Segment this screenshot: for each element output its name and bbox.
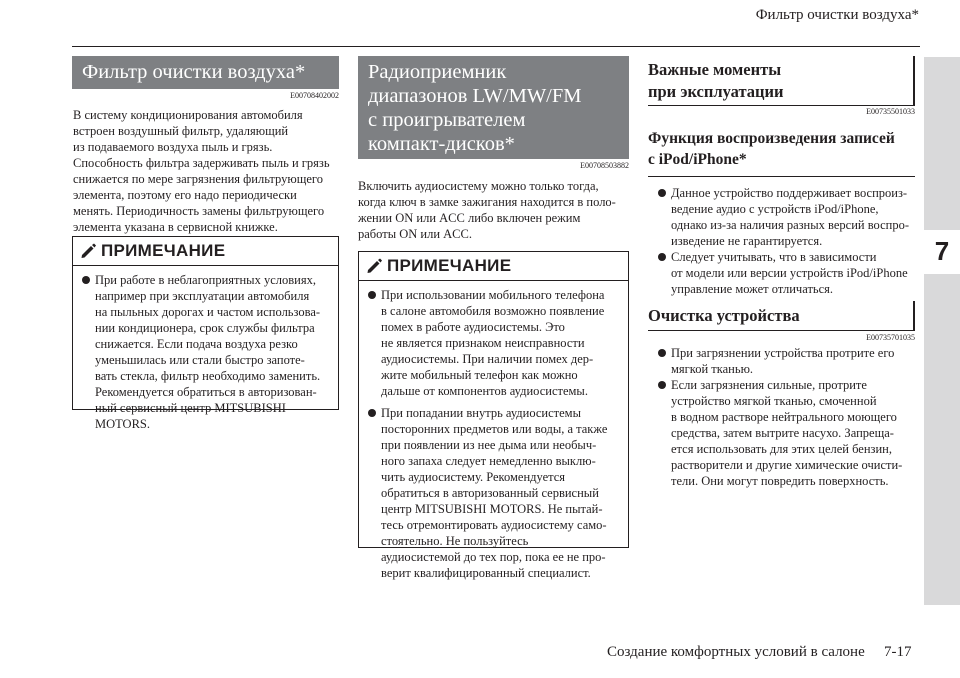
section-heading-cleaning: Очистка устройства — [648, 301, 915, 331]
note-box — [72, 236, 339, 431]
list-item: Данное устройство поддерживает воспроиз- ведение аудио с устройств iPod/iPhone, однако из-за наличия разных версий воспро- изведение не гарантируется. — [657, 185, 920, 249]
note-item: При использовании мобильного телефона в салоне автомобиля возможно появление помех в работе аудиосистемы. Это не является признаком неисправности аудиосистемы. При наличии помех дер- жите мобильный телефон как можно дальше от компонентов аудиосистемы. — [367, 287, 622, 399]
note-box — [358, 251, 629, 580]
list-item: Если загрязнения сильные, протрите устройство мягкой тканью, смоченной в водном растворе нейтрального моющего средства, затем вытрите насухо. Запреща- ется использовать для этих целей бензин, растворители и другие химические очисти- тели. Они могут повредить поверхность. — [657, 377, 920, 489]
page-number: 7-17 — [884, 644, 912, 660]
section-code: E00708402002 — [290, 91, 339, 100]
footer-section-title: Создание комфортных условий в салоне — [607, 644, 865, 660]
note-label: ПРИМЕЧАНИЕ — [101, 241, 226, 260]
pencil-icon — [365, 257, 383, 275]
section-heading-important: Важные моменты при эксплуатации — [648, 56, 915, 106]
note-header — [73, 237, 338, 266]
cleaning-list — [657, 345, 920, 489]
running-header-title: Фильтр очистки воздуха* — [755, 7, 919, 23]
note-item: При работе в неблагоприятных условиях, например при эксплуатации автомобиля на пыльных дорогах и частом использова- нии кондиционера, срок службы фильтра снижается. Если подача воздуха резко уменьшилась или стали быстро запоте- вать стекла, фильтр необходимо заменить. Рекомендуется обратиться в авторизован- ный сервисный центр MITSUBISHI MOTORS. — [81, 272, 332, 432]
subheading-ipod: Функция воспроизведения записей с iPod/iPhone* — [648, 128, 915, 177]
header-rule — [72, 46, 920, 47]
radio-paragraph: Включить аудиосистему можно только тогда, когда ключ в замке зажигания находится в поло- жении ON или ACC либо включен режим работы ON или ACC. — [358, 179, 616, 241]
note-label: ПРИМЕЧАНИЕ — [387, 256, 512, 275]
section-code: E00708503882 — [580, 161, 629, 170]
pencil-icon — [79, 242, 97, 260]
section-code: E00735701035 — [866, 333, 915, 342]
chapter-number: 7 — [934, 236, 950, 266]
note-header — [359, 252, 628, 281]
section-heading-air-filter: Фильтр очистки воздуха* — [72, 56, 339, 89]
note-item: При попадании внутрь аудиосистемы посторонних предметов или воды, а также при появлении из нее дыма или необыч- ного запаха следует немедленно выклю- чить аудиосистему. Рекомендуется обратиться в авторизованный сервисный центр MITSUBISHI MOTORS. Не пытай- тесь отремонтировать аудиосистему само- стоятельно. Не пользуйтесь аудиосистемой до тех пор, пока ее не про- верит квалифицированный специалист. — [367, 405, 622, 581]
chapter-side-tab — [924, 57, 960, 605]
ipod-list — [657, 185, 920, 297]
list-item: При загрязнении устройства протрите его мягкой тканью. — [657, 345, 920, 377]
section-heading-radio: Радиоприемник диапазонов LW/MW/FM с проигрывателем компакт-дисков* — [358, 56, 629, 159]
list-item: Следует учитывать, что в зависимости от модели или версии устройств iPod/iPhone управление может отличаться. — [657, 249, 920, 297]
section-code: E00735501033 — [866, 107, 915, 116]
air-filter-paragraph: В систему кондиционирования автомобиля встроен воздушный фильтр, удаляющий из подаваемого воздуха пыль и грязь. Способность фильтра задерживать пыль и грязь снижается по мере загрязнения фильтрующего элемента, поэтому его надо периодически менять. Периодичность замены фильтрующего элемента указана в сервисной книжке. — [73, 108, 330, 234]
